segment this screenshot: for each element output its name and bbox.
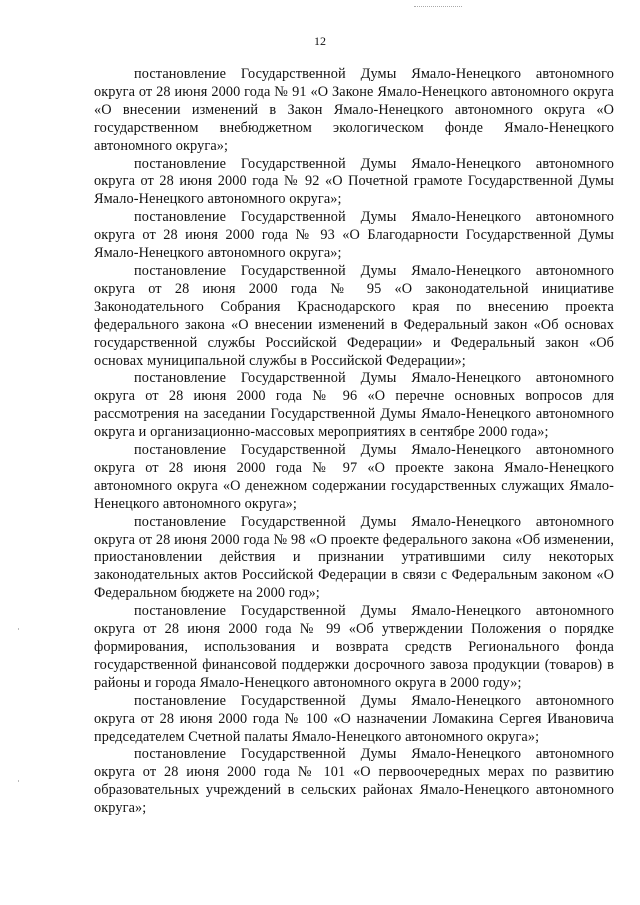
resolution-paragraph-98: постановление Государственной Думы Ямало-Ненецкого автономного округа от 28 июня 2000 года № 98 «О проекте федерального закона «Об изменении, приостановлении действия и признании утратившими силу некоторых законодательных актов Российской Федерации в связи с Федеральным законом «О Федеральном бюджете на 2000 год»; <box>94 513 614 602</box>
resolution-paragraph-97: постановление Государственной Думы Ямало-Ненецкого автономного округа от 28 июня 2000 года № 97 «О проекте закона Ямало-Ненецкого автономного округа «О денежном содержании государственных служащих Ямало-Ненецкого автономного округа»; <box>94 442 614 512</box>
resolution-paragraph-100: постановление Государственной Думы Ямало-Ненецкого автономного округа от 28 июня 2000 года № 100 «О назначении Ломакина Сергея Ивановича председателем Счетной палаты Ямало-Ненецкого автономного округа»; <box>94 692 614 745</box>
page-number: 12 <box>314 34 326 48</box>
resolution-paragraph-101: постановление Государственной Думы Ямало-Ненецкого автономного округа от 28 июня 2000 года № 101 «О первоочередных мерах по развитию образовательных учреждений в сельских районах Ямало-Ненецкого автономного округа»; <box>94 746 614 817</box>
scan-artifact-margin <box>18 628 19 630</box>
scan-artifact-margin <box>18 780 19 782</box>
resolution-paragraph-95: постановление Государственной Думы Ямало-Ненецкого автономного округа от 28 июня 2000 года № 95 «О законодательной инициативе Законодательного Собрания Краснодарского края по внесению проекта федерального закона «О внесении изменений в Федеральный закон «Об основах государственной службы Российской Федерации» и Федеральный закон «Об основах муниципальной службы в Российской Федерации»; <box>94 262 614 369</box>
scan-artifact-top <box>414 6 462 8</box>
document-body <box>94 66 614 818</box>
resolution-paragraph-96: постановление Государственной Думы Ямало-Ненецкого автономного округа от 28 июня 2000 года № 96 «О перечне основных вопросов для рассмотрения на заседании Государственной Думы Ямало-Ненецкого автономного округа и организационно-массовых мероприятиях в сентябре 2000 года»; <box>94 370 614 441</box>
resolution-paragraph-92: постановление Государственной Думы Ямало-Ненецкого автономного округа от 28 июня 2000 года № 92 «О Почетной грамоте Государственной Думы Ямало-Ненецкого автономного округа»; <box>94 155 614 208</box>
resolution-paragraph-93: постановление Государственной Думы Ямало-Ненецкого автономного округа от 28 июня 2000 года № 93 «О Благодарности Государственной Думы Ямало-Ненецкого автономного округа»; <box>94 209 614 262</box>
resolution-paragraph-91: постановление Государственной Думы Ямало-Ненецкого автономного округа от 28 июня 2000 года № 91 «О Законе Ямало-Ненецкого автономного округа «О внесении изменений в Закон Ямало-Ненецкого автономного округа «О государственном внебюджетном экологическом фонде Ямало-Ненецкого автономного округа»; <box>94 66 614 154</box>
resolution-paragraph-99: постановление Государственной Думы Ямало-Ненецкого автономного округа от 28 июня 2000 года № 99 «Об утверждении Положения о порядке формирования, использования и возврата средств Регионального фонда государственной финансовой поддержки досрочного завоза продукции (товаров) в районы и города Ямало-Ненецкого автономного округа в 2000 году»; <box>94 603 614 691</box>
